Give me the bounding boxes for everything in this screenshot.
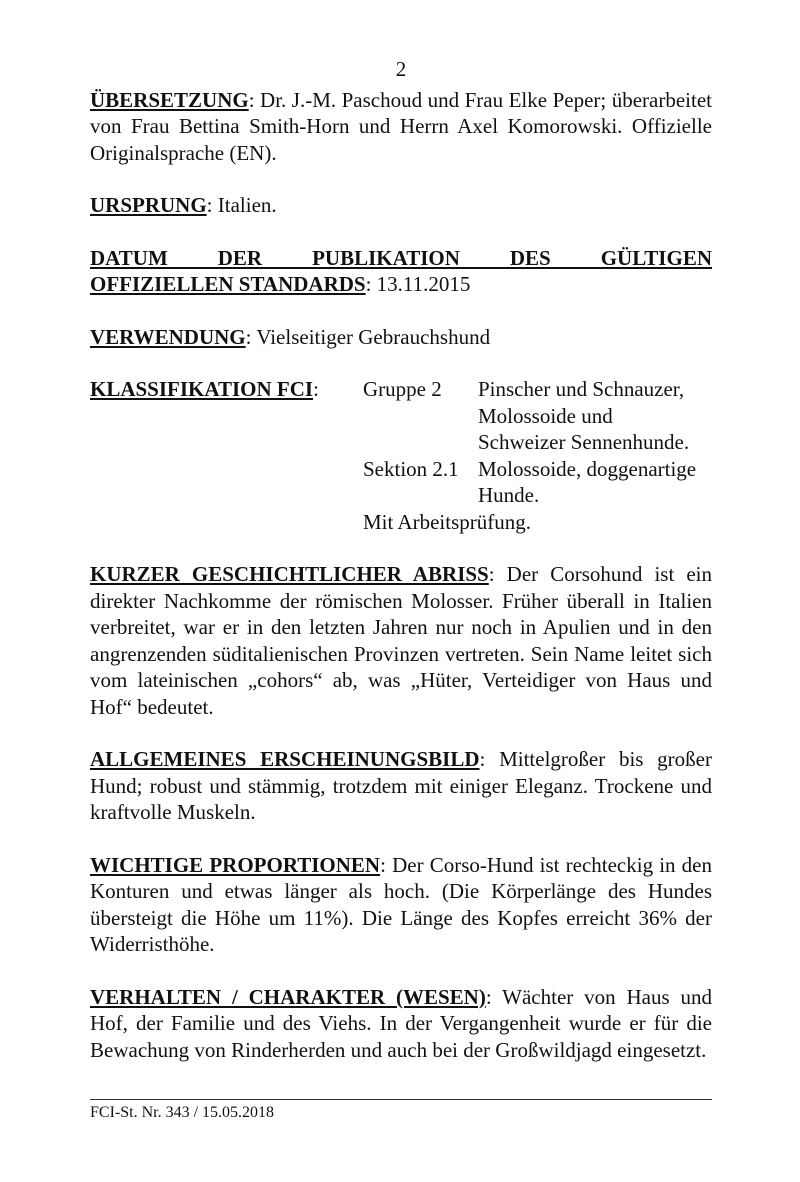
appearance-text: : Mittelgroßer bis großer Hund; robust und stämmig, trotzdem mit einiger Eleganz. Trockene und kraftvolle Muskeln. [90,747,712,824]
history-paragraph [90,561,712,720]
behaviour-text: : Wächter von Haus und Hof, der Familie und des Viehs. In der Vergangenheit wurde er für die Bewachung von Rinderherden und auch bei der Großwildjagd eingesetzt. [90,984,712,1062]
translation-label: ÜBERSETZUNG [90,87,249,112]
footer-reference: FCI-St. Nr. 343 / 15.05.2018 [90,1104,275,1121]
classification-block [90,376,712,535]
footer-divider [90,1099,712,1100]
usage-text: : Vielseitiger Gebrauchshund [245,324,491,349]
classification-section-desc-1: Molossoide, doggenartige [478,456,697,481]
translation-paragraph [90,87,712,167]
appearance-label: ALLGEMEINES ERSCHEINUNGSBILD [90,747,480,771]
classification-label: KLASSIFIKATION FCI [90,377,314,401]
page-number: 2 [395,57,407,81]
usage-paragraph [90,324,712,351]
history-text: : Der Corsohund ist ein direkter Nachkomme der römischen Molosser. Früher überall in Italien verbreitet, war er in den letzten Jahren nur noch in Apulien und in den angrenzenden süditalienischen Provinzen vertreten. Sein Name leitet sich vom lateinischen „cohors“ ab, was „Hüter, Verteidiger von Haus und Hof“ bedeutet. [90,562,713,719]
origin-text: : Italien. [206,193,277,217]
classification-group-desc-2: Molossoide und [478,403,613,428]
classification-label-cell [90,376,363,403]
proportions-paragraph [90,852,712,958]
publication-label-line1: DATUM DER PUBLIKATION DES GÜLTIGEN [90,245,712,270]
classification-group-desc-1: Pinscher und Schnauzer, [478,377,685,401]
publication-paragraph [90,245,712,298]
usage-label: VERWENDUNG [90,324,246,349]
classification-section: Sektion 2.1 [363,456,459,481]
appearance-paragraph [90,746,712,826]
origin-paragraph [90,192,712,219]
proportions-text: : Der Corso-Hund ist rechteckig in den Konturen und etwas länger als hoch. (Die Körperlänge des Hundes übersteigt die Höhe um 11%). Die Länge des Kopfes erreicht 36% der Widerristhöhe. [90,852,712,956]
classification-working-trial: Mit Arbeitsprüfung. [363,509,531,534]
publication-date: : 13.11.2015 [365,272,471,296]
translation-text: : Dr. J.-M. Paschoud und Frau Elke Peper; überarbeitet von Frau Bettina Smith-Horn und Herrn Axel Komorowski. Offizielle Originalsprache (EN). [90,87,712,165]
classification-group: Gruppe 2 [363,377,442,401]
classification-group-desc-3: Schweizer Sennenhunde. [478,430,690,454]
classification-section-desc-2: Hunde. [478,483,540,507]
classification-colon: : [313,377,319,401]
behaviour-paragraph [90,984,712,1064]
document-page [90,56,712,1089]
publication-label-line2: OFFIZIELLEN STANDARDS [90,272,366,296]
history-label: KURZER GESCHICHTLICHER ABRISS [90,562,489,586]
origin-label: URSPRUNG [90,193,207,217]
proportions-label: WICHTIGE PROPORTIONEN [90,852,381,877]
behaviour-label: VERHALTEN / CHARAKTER (WESEN) [90,984,486,1009]
